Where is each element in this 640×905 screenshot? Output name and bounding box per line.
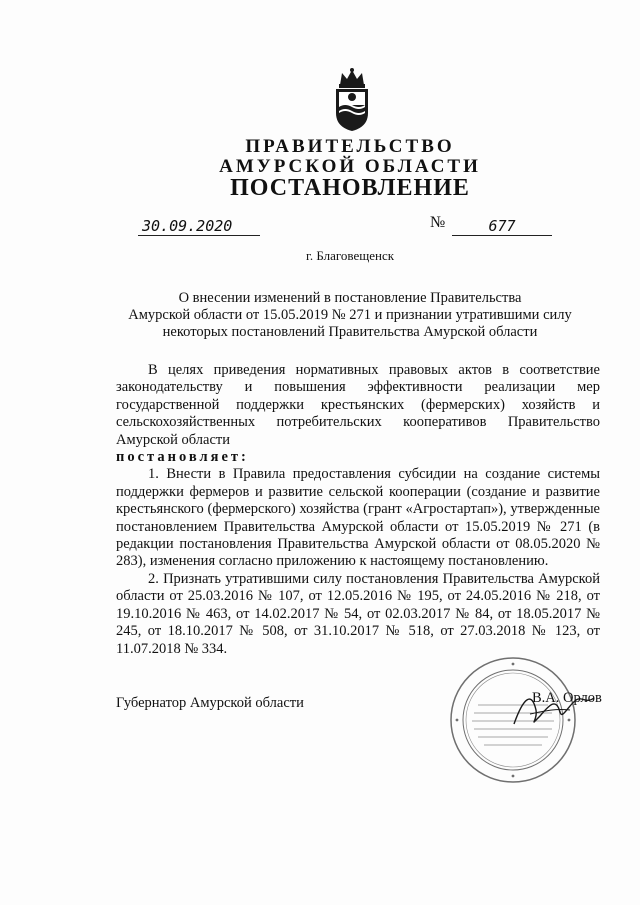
government-title-line1: ПРАВИТЕЛЬСТВО	[245, 136, 455, 157]
document-body	[116, 362, 600, 658]
item-1-paragraph: 1. Внести в Правила предоставления субсидии на создание системы поддержки фермеров и развитие сельской кооперации (создание и развитие крестьянского (фермерского) хозяйства (грант «Агростартап»), утвержденные постановлением Правительства Амурской области от 15.05.2019 № 271 (в редакции постановления Правительства Амурской области от 08.05.2020 № 283), изменения согласно приложению к настоящему постановлению.	[116, 466, 600, 570]
preamble-paragraph: В целях приведения нормативных правовых актов в соответствие законодательству и повышения эффективности реализации мер государственной поддержки крестьянских (фермерских) хозяйств и сельскохозяйственных потребительских кооперативов Правительство Амурской области	[116, 362, 600, 448]
subject-line: Амурской области от 15.05.2019 № 271 и признании утратившими силу	[128, 307, 572, 323]
government-title-line2: АМУРСКОЙ ОБЛАСТИ	[219, 156, 481, 177]
document-type: ПОСТАНОВЛЕНИЕ	[230, 175, 470, 201]
resolves-heading: постановляет:	[116, 449, 249, 466]
number-label: №	[430, 214, 446, 231]
signer-position: Губернатор Амурской области	[116, 695, 304, 711]
document-date: 30.09.2020	[138, 217, 260, 236]
subject-line: О внесении изменений в постановление Правительства	[178, 290, 522, 306]
document-subject	[120, 290, 580, 341]
coat-of-arms-emblem	[330, 67, 374, 133]
subject-line: некоторых постановлений Правительства Амурской области	[162, 324, 538, 340]
city-name: г. Благовещенск	[305, 248, 395, 263]
document-number: 677	[452, 217, 552, 236]
item-2-paragraph: 2. Признать утратившими силу постановления Правительства Амурской области от 25.03.2016 № 107, от 12.05.2016 № 195, от 24.05.2016 № 218, от 19.10.2016 № 463, от 14.02.2017 № 54, от 02.03.2017 № 84, от 18.05.2017 № 245, от 18.10.2017 № 508, от 31.10.2017 № 518, от 27.03.2018 № 123, от 11.07.2018 № 334.	[116, 570, 600, 657]
signer-name: В.А. Орлов	[532, 690, 602, 706]
